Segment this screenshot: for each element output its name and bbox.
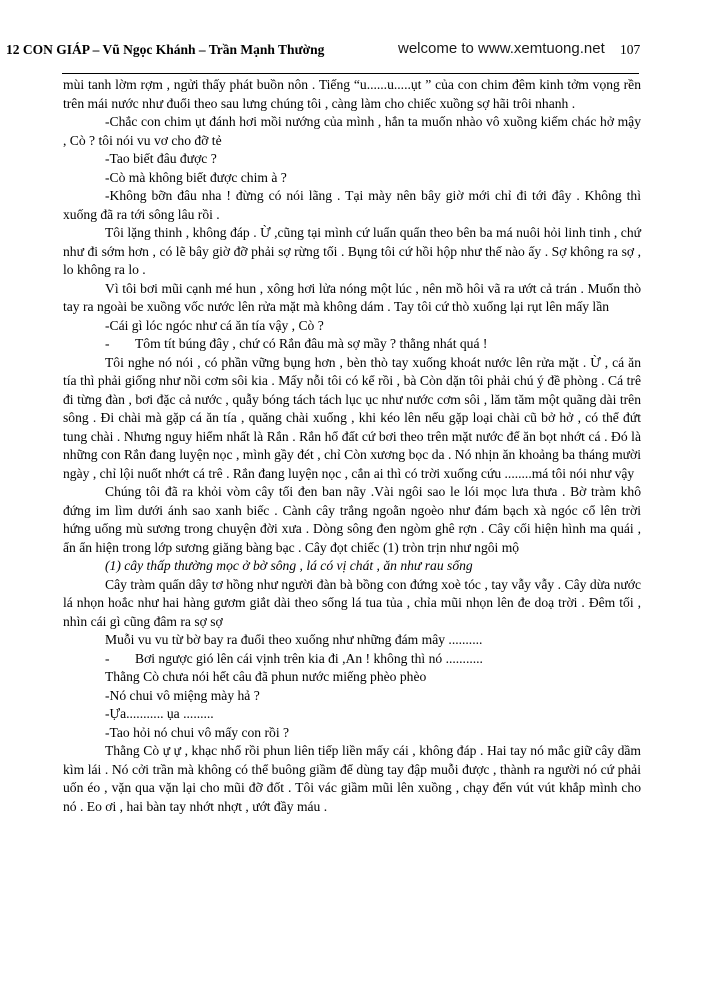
dialogue-line xyxy=(63,650,641,669)
paragraph xyxy=(63,354,641,484)
paragraph-text: -Ựa........... ụa ......... xyxy=(105,706,214,721)
paragraph-text: -Chắc con chim ụt đánh hơi mồi nướng của mình , hắn ta muốn nhào vô xuồng kiếm chác hở mậy , Cò ? tôi nói vu vơ cho đỡ tẻ xyxy=(63,114,641,148)
paragraph-text: Cây tràm quấn dây tơ hồng như người đàn bà bồng con đứng xoè tóc , tay vẫy vẫy . Cây dừa nước lá nhọn hoắc như hai hàng gươm giắt dài theo sống lá tua tủa , chỉa mũi nhọn lên đe doạ trời . Đêm tối , nhìn cái gì cũng đâm ra sợ sợ xyxy=(63,576,641,629)
paragraph xyxy=(63,483,641,557)
paragraph xyxy=(63,724,641,743)
paragraph-text: mùi tanh lờm rợm , ngửi thấy phát buồn nôn . Tiếng “u......u.....ụt ” của con chim đêm kinh tởm vọng rền trên mái nước như đuổi theo sau lưng chúng tôi , càng làm cho chiếc xuồng sợ hãi trôi nhanh . xyxy=(63,77,641,111)
paragraph xyxy=(63,187,641,224)
book-title: 12 CON GIÁP – Vũ Ngọc Khánh – Trần Mạnh Thường xyxy=(6,42,325,57)
paragraph-text: -Tao biết đâu được ? xyxy=(105,151,217,166)
paragraph xyxy=(63,705,641,724)
paragraph-text: Vì tôi bơi mũi cạnh mé hun , xông hơi lửa nóng một lúc , nên mồ hôi vã ra ướt cả trán . Muốn thò tay ra ngoài be xuồng vốc nước lên rửa mặt mà không dám . Tay tôi cứ thò xuống lại rụt lên mấy lần xyxy=(63,280,641,314)
paragraph xyxy=(63,150,641,169)
paragraph-text: Chúng tôi đã ra khỏi vòm cây tối đen ban nãy .Vài ngôi sao le lói mọc lưa thưa . Bờ tràm khô đứng im lìm dưới ánh sao xanh biếc . Cành cây trắng ngoằn ngoèo như đám bạch xà ngóc cổ lên trời hứng uống mù sương trong chuyện đời xưa . Dòng sông đen ngòm ghê rợn . Cây cối hiện hình ma quái , ẩn ẩn hiện trong lớp sương giăng bàng bạc . Cây đọt chiếc (1) tròn trịn như ngôi mộ xyxy=(63,484,641,555)
paragraph xyxy=(63,576,641,632)
paragraph xyxy=(63,169,641,188)
header-rule xyxy=(62,73,639,74)
paragraph-text: -Nó chui vô miệng mày hả ? xyxy=(105,687,260,703)
paragraph-text: Tôi lặng thinh , không đáp . Ừ ,cũng tại mình cứ luẩn quẩn theo bên ba má nuôi hỏi linh tinh , chứ như đi sớm hơn , có lẽ bây giờ đỡ phải sợ rừng tối . Bụng tôi cứ hồi hộp như thế nào ấy . Sợ không ra sợ , lo không ra lo . xyxy=(63,225,641,277)
paragraph xyxy=(63,76,641,113)
dialogue-dash: - xyxy=(105,650,110,666)
paragraph xyxy=(63,668,641,687)
paragraph xyxy=(63,317,641,336)
paragraph-text: Muỗi vu vu từ bờ bay ra đuổi theo xuống như những đám mây .......... xyxy=(105,632,483,647)
paragraph-text: Bơi ngược gió lên cái vịnh trên kia đi ,An ! không thì nó ........... xyxy=(135,650,483,666)
website-watermark: welcome to www.xemtuong.net xyxy=(398,40,605,57)
paragraph-text: Tôi nghe nó nói , có phần vững bụng hơn , bèn thò tay xuống khoát nước lên rửa mặt . Ừ , cá ăn tía thì phải giống như nồi cơm sôi kia . Mấy nỗi tôi có kể rồi , bà Còn dặn tôi phải chú ý đề phòng . Cá trê đi từng đàn , bơi đặc cả nước , quẫy bóng tách tách lục ục như nước cơm sôi , lăm tăm một quãng dài trên sông . Đi chài mà gặp cá ăn tía , quăng chài xuống , khi kéo lên nếu gặp loại chài cũ bở hở , có thể đứt tung chài . Nhưng nguy hiểm nhất là Rắn . Rắn hổ đất cứ bơi theo trên mặt nước để ăn bọt nhớt cá . Đó là những con Rắn đang luyện nọc , mình gầy đét , chỉ Còn xương bọc da . Nó nhịn ăn khoảng ba tháng mười ngày , chỉ lội nuốt nhớt cá trê . Rắn đang luyện nọc , cắn ai thì có trời xuống cứu ........má tôi nói như vậy xyxy=(63,354,641,481)
paragraph xyxy=(63,742,641,816)
paragraph xyxy=(63,224,641,280)
paragraph-text: Thằng Cò ự ự , khạc nhổ rồi phun liên tiếp liền mấy cái , không đáp . Hai tay nó mắc giữ cây dầm kìm lái . Nó cởi trần mà không có thể buông giầm để dùng tay đập muỗi được , thành ra người nó cứ phải uốn éo , vặn qua vặn lại cho mũi đỡ đốt . Tôi vác giầm mũi lên xuồng , chạy đến vút vút khắp mình cho nó . Eo ơi , hai bàn tay nhớt nhợt , ướt đầy máu . xyxy=(63,743,641,814)
paragraph xyxy=(63,113,641,150)
page-number: 107 xyxy=(620,42,641,57)
dialogue-dash: - xyxy=(105,336,110,351)
footnote xyxy=(63,557,641,576)
paragraph-text: (1) cây thấp thường mọc ở bờ sông , lá có vị chát , ăn như rau sống xyxy=(105,558,473,573)
paragraph-text: -Cái gì lóc ngóc như cá ăn tía vậy , Cò ? xyxy=(105,317,324,333)
paragraph-text: -Cò mà không biết được chim à ? xyxy=(105,169,287,185)
paragraph-text: Thằng Cò chưa nói hết câu đã phun nước miếng phèo phèo xyxy=(105,669,427,684)
paragraph xyxy=(63,687,641,706)
page-header xyxy=(6,40,696,62)
paragraph xyxy=(63,280,641,317)
paragraph-text: -Tao hỏi nó chui vô mấy con rồi ? xyxy=(105,724,290,740)
paragraph-text: -Không bỡn đâu nha ! đừng có nói lãng . Tại mày nên bây giờ mới chỉ đi tới đây . Không thì xuống đã ra tới sông lâu rồi . xyxy=(63,188,641,222)
dialogue-line xyxy=(63,335,641,354)
paragraph-text: Tôm tít búng đây , chứ có Rắn đâu mà sợ mầy ? thằng nhát quá ! xyxy=(135,336,488,351)
page-body xyxy=(63,76,641,816)
paragraph xyxy=(63,631,641,650)
